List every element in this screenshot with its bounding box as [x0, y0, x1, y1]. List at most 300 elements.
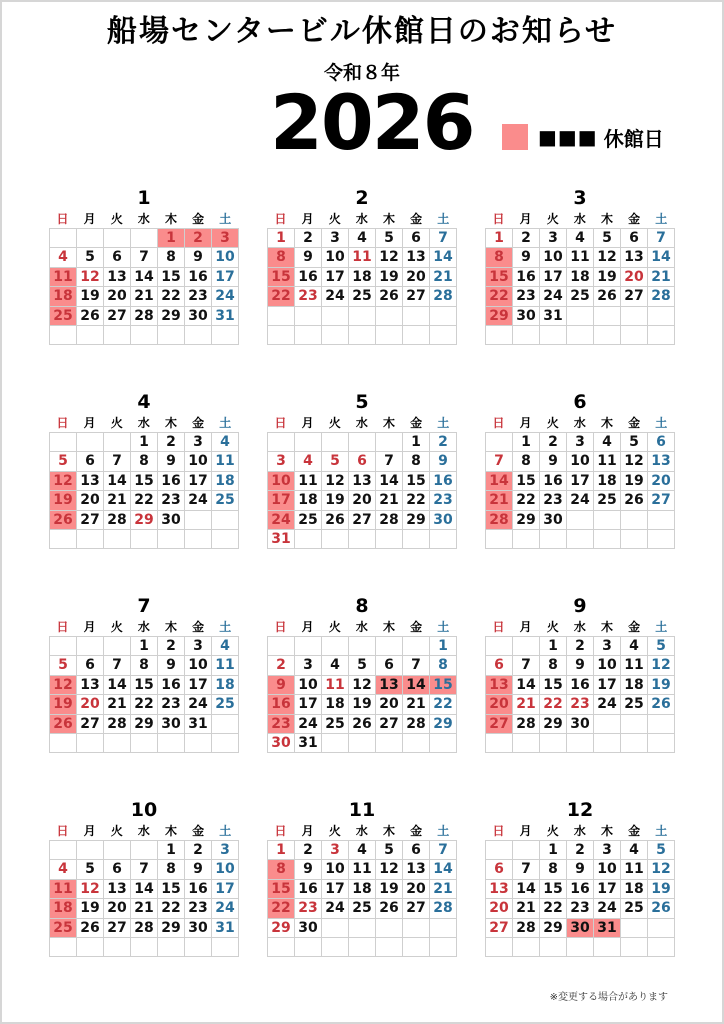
- day-cell: 27: [349, 511, 376, 530]
- day-cell: 5: [376, 841, 403, 860]
- day-cell: 1: [540, 637, 567, 656]
- empty-cell: [322, 307, 349, 326]
- day-cell: 5: [77, 248, 104, 267]
- month-calendar: [485, 186, 675, 345]
- weekday-label: 土: [655, 416, 668, 430]
- empty-cell: [403, 938, 430, 957]
- day-cell: 25: [50, 307, 77, 326]
- weekday-label: 水: [355, 620, 368, 634]
- empty-cell: [77, 938, 104, 957]
- month-title: 10: [130, 799, 158, 821]
- day-cell: 29: [403, 511, 430, 530]
- day-grid: [49, 636, 239, 753]
- day-cell: 21: [104, 695, 131, 714]
- day-cell: 27: [77, 715, 104, 734]
- day-cell: 12: [50, 472, 77, 491]
- empty-cell: [540, 938, 567, 957]
- day-cell: 31: [185, 715, 212, 734]
- weekday-header: [485, 414, 675, 432]
- day-cell: 14: [131, 880, 158, 899]
- day-cell: 22: [158, 287, 185, 306]
- empty-cell: [594, 326, 621, 345]
- day-cell: 28: [104, 511, 131, 530]
- day-cell: 28: [131, 307, 158, 326]
- empty-cell: [349, 938, 376, 957]
- day-cell: 21: [648, 268, 675, 287]
- day-cell: 12: [594, 248, 621, 267]
- empty-cell: [77, 433, 104, 452]
- day-grid: [267, 228, 457, 345]
- month-calendar: [267, 186, 457, 345]
- weekday-header: [485, 210, 675, 228]
- weekday-label: 金: [628, 620, 641, 634]
- day-cell: 25: [212, 695, 239, 714]
- month-title: 6: [573, 391, 587, 413]
- day-cell: 8: [430, 656, 457, 675]
- day-cell: 25: [594, 491, 621, 510]
- day-cell: 8: [268, 860, 295, 879]
- empty-cell: [621, 530, 648, 549]
- day-cell: 22: [131, 491, 158, 510]
- day-cell: 26: [594, 287, 621, 306]
- weekday-label: 火: [110, 620, 123, 634]
- day-cell: 24: [594, 899, 621, 918]
- day-cell: 4: [349, 229, 376, 248]
- weekday-label: 火: [328, 620, 341, 634]
- month-calendar: [49, 798, 239, 957]
- month-calendar: [49, 186, 239, 345]
- month-title: 4: [137, 391, 151, 413]
- empty-cell: [594, 938, 621, 957]
- day-cell: 26: [376, 287, 403, 306]
- day-cell: 6: [486, 860, 513, 879]
- day-cell: 23: [185, 287, 212, 306]
- empty-cell: [322, 919, 349, 938]
- weekday-label: 金: [410, 824, 423, 838]
- weekday-header: [267, 822, 457, 840]
- empty-cell: [349, 433, 376, 452]
- day-cell: 22: [158, 899, 185, 918]
- day-cell: 18: [567, 268, 594, 287]
- empty-cell: [295, 530, 322, 549]
- day-grid: [267, 432, 457, 549]
- day-cell: 6: [621, 229, 648, 248]
- day-grid: [485, 840, 675, 957]
- empty-cell: [403, 326, 430, 345]
- weekday-label: 月: [519, 212, 532, 226]
- day-cell: 8: [403, 452, 430, 471]
- day-cell: 23: [567, 695, 594, 714]
- day-cell: 3: [540, 229, 567, 248]
- empty-cell: [295, 938, 322, 957]
- day-cell: 14: [104, 676, 131, 695]
- day-cell: 20: [349, 491, 376, 510]
- weekday-label: 水: [355, 416, 368, 430]
- day-cell: 2: [295, 229, 322, 248]
- empty-cell: [621, 734, 648, 753]
- day-cell: 2: [185, 841, 212, 860]
- empty-cell: [77, 841, 104, 860]
- day-grid: [485, 432, 675, 549]
- day-cell: 19: [594, 268, 621, 287]
- empty-cell: [77, 229, 104, 248]
- day-cell: 25: [349, 899, 376, 918]
- day-cell: 9: [295, 248, 322, 267]
- day-cell: 22: [268, 287, 295, 306]
- empty-cell: [322, 433, 349, 452]
- empty-cell: [212, 530, 239, 549]
- empty-cell: [567, 734, 594, 753]
- month-calendar: [267, 390, 457, 549]
- day-cell: 3: [212, 841, 239, 860]
- day-cell: 30: [185, 919, 212, 938]
- month-title: 5: [355, 391, 369, 413]
- day-cell: 26: [322, 511, 349, 530]
- empty-cell: [403, 530, 430, 549]
- day-cell: 15: [268, 880, 295, 899]
- day-cell: 8: [486, 248, 513, 267]
- empty-cell: [567, 530, 594, 549]
- day-cell: 28: [104, 715, 131, 734]
- weekday-label: 木: [165, 212, 178, 226]
- month-title: 7: [137, 595, 151, 617]
- empty-cell: [212, 734, 239, 753]
- day-cell: 27: [376, 715, 403, 734]
- day-cell: 29: [430, 715, 457, 734]
- empty-cell: [268, 938, 295, 957]
- day-cell: 5: [648, 841, 675, 860]
- day-cell: 5: [77, 860, 104, 879]
- day-cell: 18: [295, 491, 322, 510]
- day-cell: 18: [349, 880, 376, 899]
- month-title: 8: [355, 595, 369, 617]
- day-cell: 30: [295, 919, 322, 938]
- day-grid: [485, 636, 675, 753]
- day-cell: 24: [322, 287, 349, 306]
- day-cell: 13: [104, 268, 131, 287]
- day-cell: 10: [212, 860, 239, 879]
- weekday-label: 日: [492, 620, 505, 634]
- day-cell: 3: [185, 433, 212, 452]
- change-note: ※変更する場合があります: [549, 992, 668, 1003]
- empty-cell: [648, 326, 675, 345]
- month-calendar: [49, 594, 239, 753]
- day-cell: 20: [648, 472, 675, 491]
- day-cell: 10: [268, 472, 295, 491]
- day-cell: 30: [567, 715, 594, 734]
- weekday-label: 土: [437, 416, 450, 430]
- day-cell: 3: [594, 637, 621, 656]
- weekday-label: 土: [655, 212, 668, 226]
- day-cell: 11: [322, 676, 349, 695]
- day-cell: 5: [322, 452, 349, 471]
- day-cell: 5: [50, 656, 77, 675]
- day-cell: 28: [376, 511, 403, 530]
- weekday-label: 木: [383, 212, 396, 226]
- day-cell: 3: [212, 229, 239, 248]
- empty-cell: [621, 715, 648, 734]
- empty-cell: [77, 734, 104, 753]
- weekday-label: 日: [56, 416, 69, 430]
- weekday-label: 月: [83, 824, 96, 838]
- day-cell: 13: [403, 860, 430, 879]
- weekday-label: 火: [546, 416, 559, 430]
- empty-cell: [648, 715, 675, 734]
- empty-cell: [486, 637, 513, 656]
- day-cell: 6: [349, 452, 376, 471]
- empty-cell: [185, 326, 212, 345]
- day-cell: 6: [77, 656, 104, 675]
- day-cell: 10: [594, 860, 621, 879]
- empty-cell: [376, 637, 403, 656]
- day-cell: 11: [621, 860, 648, 879]
- day-cell: 18: [594, 472, 621, 491]
- page-title: 船場センタービル休館日のお知らせ: [107, 14, 617, 49]
- day-cell: 17: [212, 268, 239, 287]
- month-title: 9: [573, 595, 587, 617]
- day-cell: 14: [131, 268, 158, 287]
- weekday-header: [49, 618, 239, 636]
- day-cell: 27: [104, 307, 131, 326]
- day-cell: 11: [594, 452, 621, 471]
- day-cell: 28: [131, 919, 158, 938]
- day-cell: 11: [295, 472, 322, 491]
- empty-cell: [486, 326, 513, 345]
- empty-cell: [486, 841, 513, 860]
- day-cell: 10: [212, 248, 239, 267]
- empty-cell: [513, 938, 540, 957]
- day-cell: 7: [513, 656, 540, 675]
- empty-cell: [349, 530, 376, 549]
- day-cell: 5: [349, 656, 376, 675]
- day-cell: 3: [567, 433, 594, 452]
- day-cell: 15: [131, 472, 158, 491]
- day-cell: 13: [376, 676, 403, 695]
- day-cell: 4: [212, 433, 239, 452]
- day-cell: 30: [430, 511, 457, 530]
- day-cell: 9: [513, 248, 540, 267]
- day-cell: 2: [430, 433, 457, 452]
- day-grid: [49, 432, 239, 549]
- day-cell: 27: [648, 491, 675, 510]
- empty-cell: [621, 511, 648, 530]
- day-cell: 10: [567, 452, 594, 471]
- day-cell: 20: [486, 899, 513, 918]
- day-cell: 13: [486, 880, 513, 899]
- day-cell: 21: [430, 268, 457, 287]
- day-cell: 16: [295, 268, 322, 287]
- day-cell: 3: [268, 452, 295, 471]
- day-cell: 13: [104, 880, 131, 899]
- day-cell: 1: [403, 433, 430, 452]
- day-cell: 20: [403, 268, 430, 287]
- day-cell: 6: [403, 229, 430, 248]
- empty-cell: [50, 734, 77, 753]
- day-cell: 7: [513, 860, 540, 879]
- empty-cell: [268, 433, 295, 452]
- day-cell: 21: [131, 899, 158, 918]
- empty-cell: [131, 530, 158, 549]
- weekday-label: 月: [519, 416, 532, 430]
- day-cell: 10: [295, 676, 322, 695]
- day-cell: 9: [268, 676, 295, 695]
- day-cell: 5: [594, 229, 621, 248]
- empty-cell: [594, 530, 621, 549]
- day-cell: 9: [295, 860, 322, 879]
- day-cell: 29: [158, 307, 185, 326]
- day-cell: 28: [648, 287, 675, 306]
- empty-cell: [322, 938, 349, 957]
- weekday-label: 土: [437, 212, 450, 226]
- day-cell: 4: [212, 637, 239, 656]
- day-cell: 13: [349, 472, 376, 491]
- day-cell: 3: [322, 229, 349, 248]
- day-cell: 10: [322, 248, 349, 267]
- day-cell: 16: [567, 676, 594, 695]
- empty-cell: [648, 938, 675, 957]
- day-cell: 17: [185, 472, 212, 491]
- day-cell: 13: [621, 248, 648, 267]
- day-cell: 7: [131, 248, 158, 267]
- empty-cell: [268, 307, 295, 326]
- day-cell: 25: [567, 287, 594, 306]
- month-title: 2: [355, 187, 369, 209]
- day-cell: 1: [158, 229, 185, 248]
- day-cell: 23: [540, 491, 567, 510]
- weekday-label: 水: [573, 824, 586, 838]
- empty-cell: [648, 530, 675, 549]
- day-cell: 23: [268, 715, 295, 734]
- legend-swatch: [502, 124, 528, 150]
- day-cell: 11: [349, 248, 376, 267]
- day-cell: 29: [486, 307, 513, 326]
- day-cell: 8: [131, 656, 158, 675]
- day-cell: 25: [295, 511, 322, 530]
- day-cell: 2: [540, 433, 567, 452]
- day-cell: 26: [621, 491, 648, 510]
- day-cell: 24: [212, 899, 239, 918]
- day-cell: 24: [295, 715, 322, 734]
- empty-cell: [430, 326, 457, 345]
- day-cell: 12: [376, 860, 403, 879]
- empty-cell: [212, 938, 239, 957]
- day-cell: 20: [621, 268, 648, 287]
- day-cell: 2: [185, 229, 212, 248]
- day-cell: 10: [594, 656, 621, 675]
- day-cell: 14: [104, 472, 131, 491]
- empty-cell: [594, 511, 621, 530]
- weekday-label: 金: [410, 212, 423, 226]
- weekday-label: 日: [274, 620, 287, 634]
- day-cell: 5: [621, 433, 648, 452]
- empty-cell: [567, 938, 594, 957]
- day-cell: 6: [486, 656, 513, 675]
- day-cell: 16: [185, 880, 212, 899]
- day-cell: 4: [322, 656, 349, 675]
- empty-cell: [648, 734, 675, 753]
- day-cell: 26: [50, 511, 77, 530]
- day-cell: 26: [349, 715, 376, 734]
- empty-cell: [104, 841, 131, 860]
- day-cell: 19: [50, 491, 77, 510]
- day-cell: 8: [540, 860, 567, 879]
- day-cell: 16: [158, 472, 185, 491]
- month-title: 12: [566, 799, 594, 821]
- day-cell: 19: [77, 287, 104, 306]
- day-cell: 23: [567, 899, 594, 918]
- day-cell: 17: [322, 880, 349, 899]
- day-cell: 11: [50, 880, 77, 899]
- empty-cell: [403, 637, 430, 656]
- weekday-label: 金: [192, 416, 205, 430]
- day-cell: 1: [131, 637, 158, 656]
- empty-cell: [131, 734, 158, 753]
- day-cell: 29: [268, 919, 295, 938]
- empty-cell: [104, 229, 131, 248]
- day-cell: 31: [212, 307, 239, 326]
- empty-cell: [349, 919, 376, 938]
- day-cell: 2: [513, 229, 540, 248]
- weekday-label: 日: [274, 416, 287, 430]
- day-cell: 23: [430, 491, 457, 510]
- month-calendar: [485, 594, 675, 753]
- day-cell: 8: [268, 248, 295, 267]
- day-cell: 23: [295, 899, 322, 918]
- day-cell: 20: [104, 899, 131, 918]
- era-label: 令和８年: [323, 62, 400, 84]
- day-cell: 21: [513, 899, 540, 918]
- day-cell: 17: [295, 695, 322, 714]
- day-cell: 21: [131, 287, 158, 306]
- month-calendar: [49, 390, 239, 549]
- day-cell: 25: [322, 715, 349, 734]
- day-cell: 21: [104, 491, 131, 510]
- day-cell: 12: [50, 676, 77, 695]
- weekday-label: 水: [137, 620, 150, 634]
- day-cell: 29: [131, 715, 158, 734]
- empty-cell: [430, 919, 457, 938]
- empty-cell: [430, 307, 457, 326]
- day-cell: 19: [648, 880, 675, 899]
- weekday-header: [267, 210, 457, 228]
- empty-cell: [621, 919, 648, 938]
- empty-cell: [158, 938, 185, 957]
- day-cell: 19: [376, 880, 403, 899]
- empty-cell: [322, 637, 349, 656]
- day-cell: 13: [77, 676, 104, 695]
- empty-cell: [185, 530, 212, 549]
- day-cell: 12: [376, 248, 403, 267]
- day-cell: 6: [376, 656, 403, 675]
- day-cell: 9: [185, 860, 212, 879]
- weekday-header: [267, 414, 457, 432]
- day-cell: 18: [212, 676, 239, 695]
- weekday-label: 金: [410, 416, 423, 430]
- empty-cell: [131, 229, 158, 248]
- day-cell: 17: [212, 880, 239, 899]
- day-cell: 22: [540, 695, 567, 714]
- empty-cell: [403, 307, 430, 326]
- empty-cell: [77, 637, 104, 656]
- day-cell: 7: [430, 841, 457, 860]
- day-cell: 22: [540, 899, 567, 918]
- day-cell: 26: [77, 919, 104, 938]
- day-cell: 29: [513, 511, 540, 530]
- day-cell: 2: [295, 841, 322, 860]
- empty-cell: [567, 511, 594, 530]
- day-cell: 9: [185, 248, 212, 267]
- weekday-label: 日: [56, 212, 69, 226]
